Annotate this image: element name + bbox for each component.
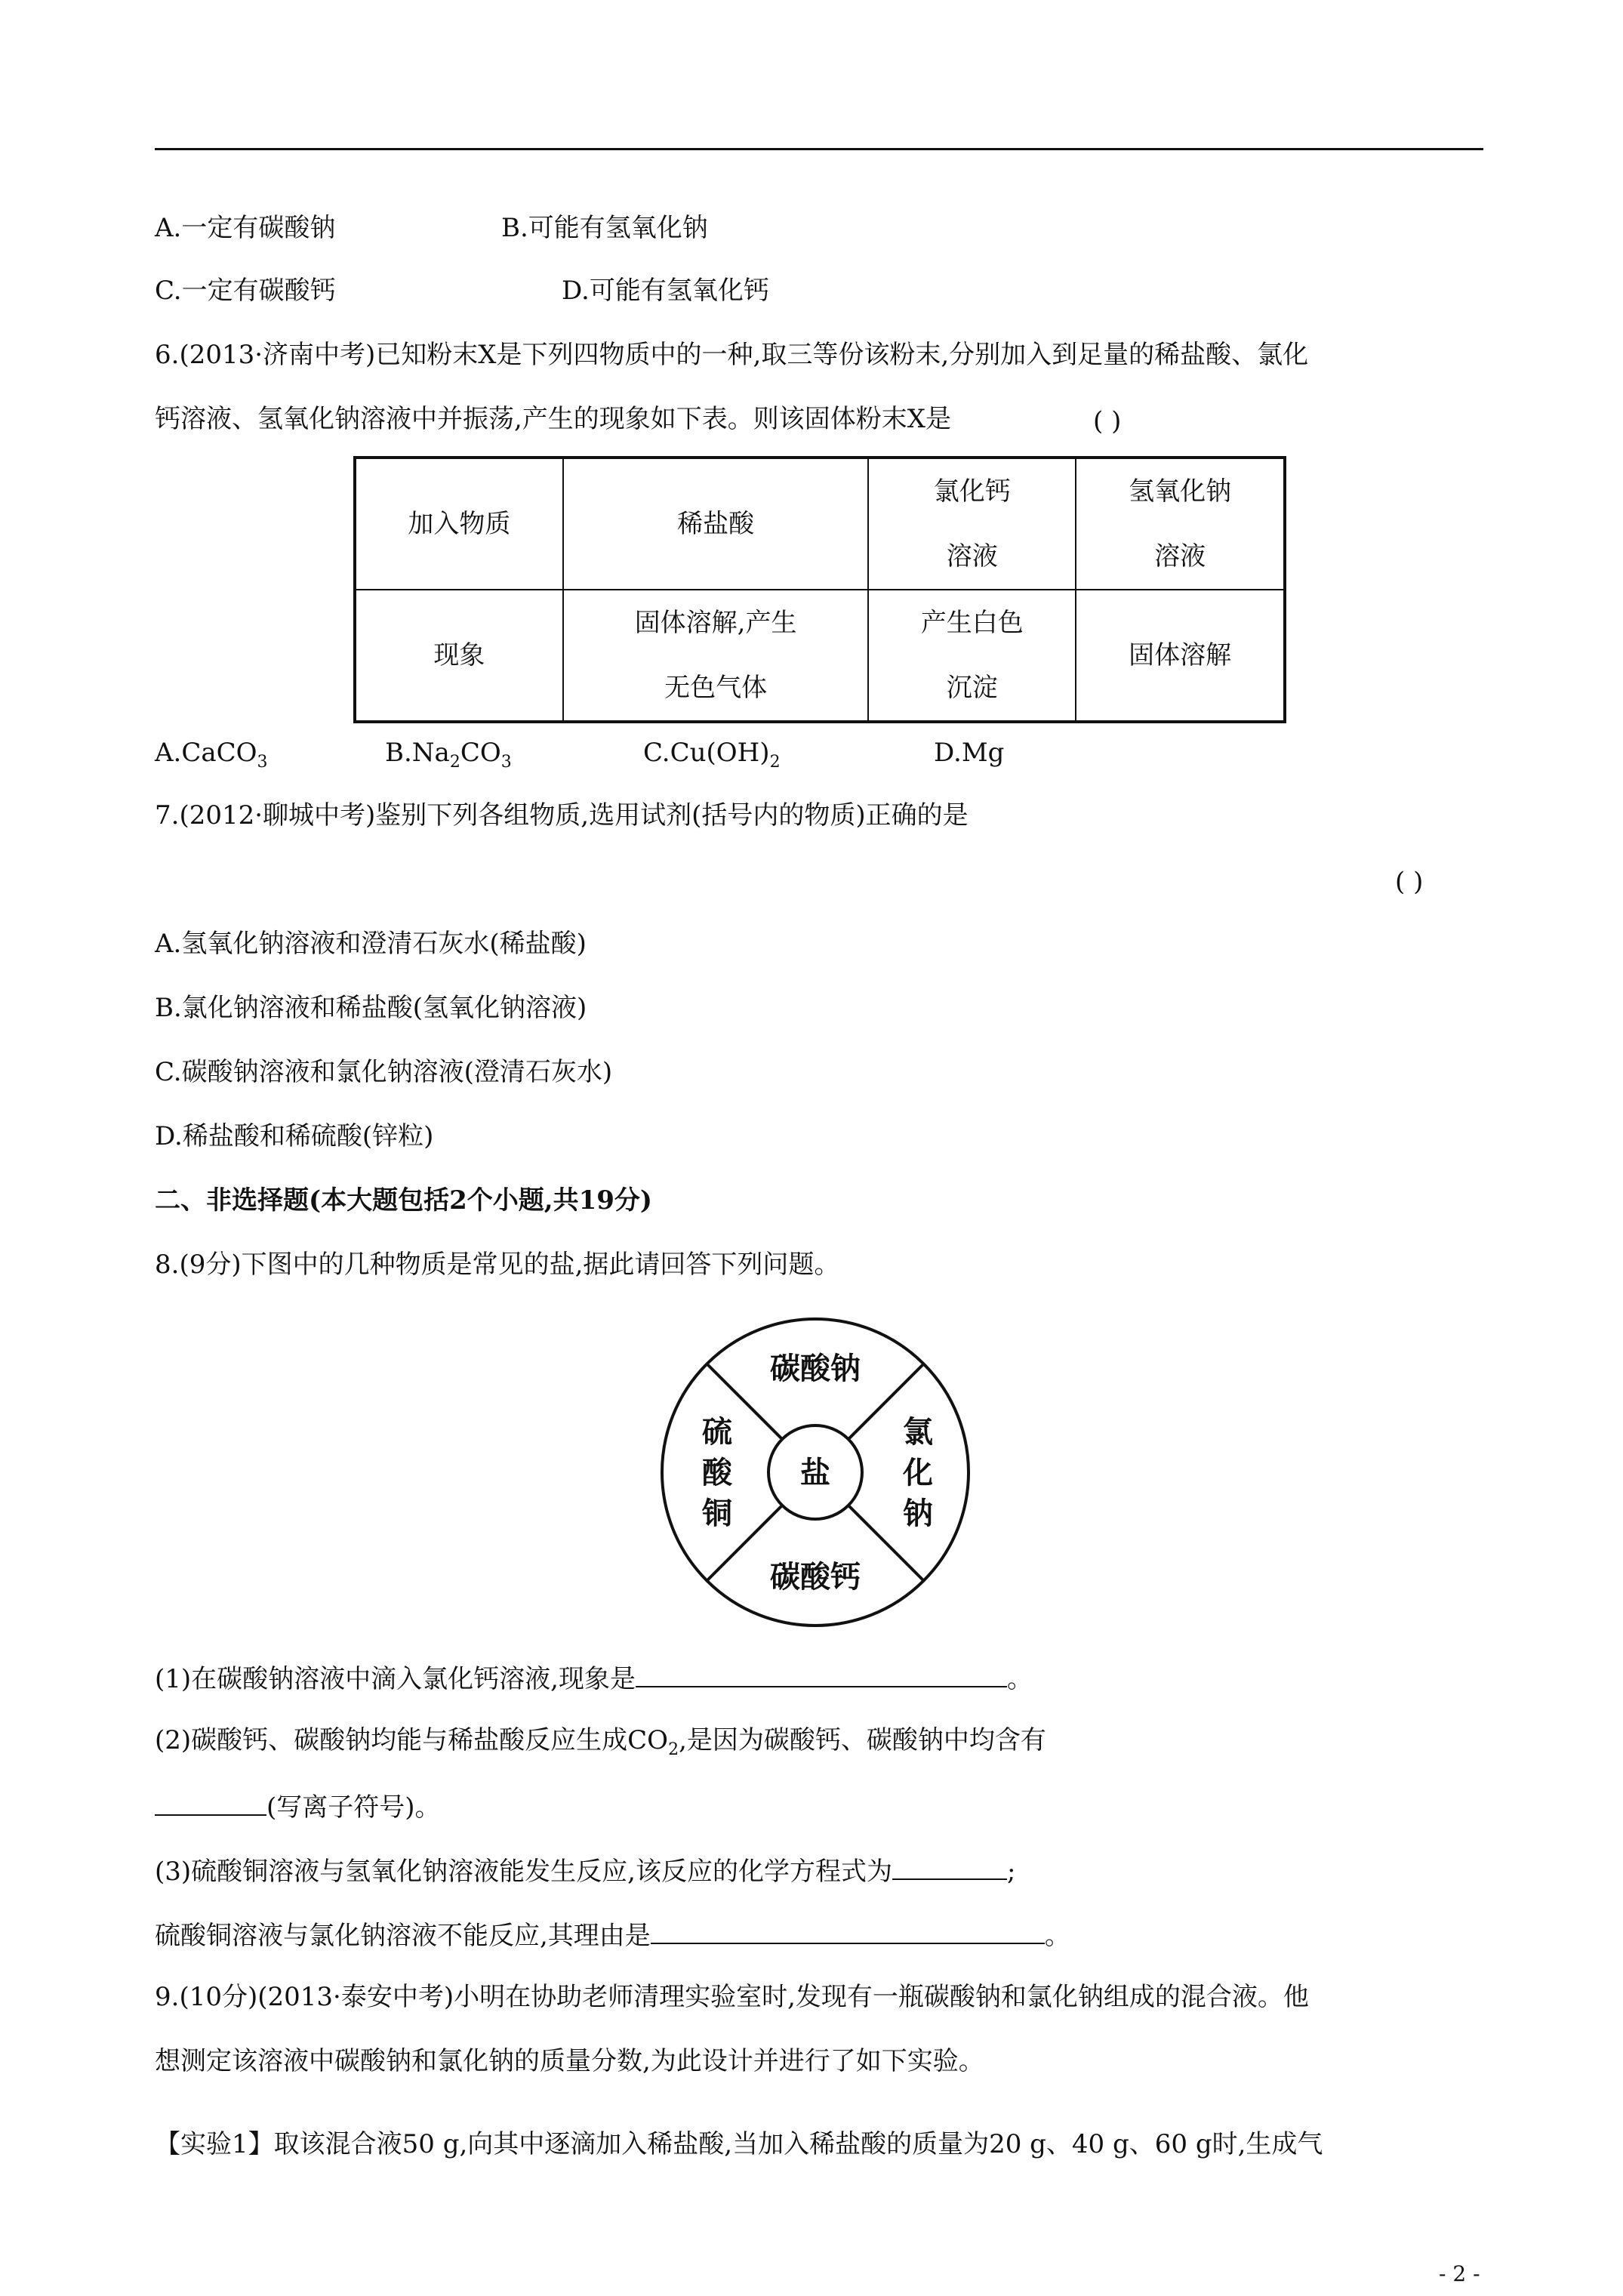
- q6-cell-reagent-cacl2: 氯化钙 溶液: [868, 458, 1076, 590]
- q6-answer-paren: ( ): [1093, 406, 1122, 436]
- q6-table-row-substance: [355, 458, 1285, 590]
- q7-option-d: D.稀盐酸和稀硫酸(锌粒): [155, 1121, 434, 1151]
- q8-part3-equation-blank[interactable]: [892, 1856, 1007, 1880]
- q6-cell-label: 加入物质: [355, 458, 563, 590]
- q7-option-b: B.氯化钠溶液和稀盐酸(氢氧化钠溶液): [155, 993, 587, 1023]
- q6-cell-reagent-hcl: 稀盐酸: [563, 458, 869, 590]
- salt-wheel-diagram: [657, 1314, 974, 1631]
- q6-stem-line1: 6.(2013·济南中考)已知粉末X是下列四物质中的一种,取三等份该粉末,分别加入到足量的稀盐酸、氯化: [155, 340, 1309, 370]
- q8-stem: 8.(9分)下图中的几种物质是常见的盐,据此请回答下列问题。: [155, 1250, 840, 1280]
- right-label-1: 氯: [903, 1415, 933, 1450]
- q9-line3: 【实验1】取该混合液50 g,向其中逐滴加入稀盐酸,当加入稀盐酸的质量为20 g、40 g、60 g时,生成气: [155, 2129, 1323, 2159]
- q8-part3-line1: (3)硫酸铜溶液与氢氧化钠溶液能发生反应,该反应的化学方程式为 ;: [155, 1857, 1016, 1887]
- section-heading: 二、非选择题(本大题包括2个小题,共19分): [155, 1185, 652, 1216]
- right-label-2: 化: [903, 1456, 933, 1490]
- q6-option-c: $C.Cu(OH)_2$: [643, 738, 781, 772]
- top-label: 碳酸钠: [770, 1351, 861, 1386]
- center-label: 盐: [800, 1456, 830, 1490]
- q5-option-a: A.一定有碳酸钠: [155, 213, 336, 243]
- q6-cell-phenom-naoh: 固体溶解: [1076, 590, 1285, 722]
- q6-cell-label: 现象: [355, 590, 563, 722]
- q6-cell-reagent-naoh: 氢氧化钠 溶液: [1076, 458, 1285, 590]
- q6-cell-phenom-hcl: 固体溶解,产生 无色气体: [563, 590, 869, 722]
- q8-part3-line2: 硫酸铜溶液与氯化钠溶液不能反应,其理由是 。: [155, 1921, 1070, 1951]
- page-number: - 2 -: [1439, 2261, 1480, 2286]
- q8-part1-blank[interactable]: [636, 1663, 1007, 1687]
- q7-answer-paren: ( ): [1395, 867, 1424, 897]
- q6-table: [353, 456, 1286, 723]
- q6-option-b: $B.Na_2CO_3$: [385, 738, 512, 772]
- left-label-2: 酸: [702, 1456, 732, 1490]
- q7-option-c: C.碳酸钠溶液和氯化钠溶液(澄清石灰水): [155, 1057, 613, 1087]
- q6-cell-phenom-cacl2: 产生白色 沉淀: [868, 590, 1076, 722]
- q7-stem: 7.(2012·聊城中考)鉴别下列各组物质,选用试剂(括号内的物质)正确的是: [155, 800, 969, 831]
- q9-line1: 9.(10分)(2013·泰安中考)小明在协助老师清理实验室时,发现有一瓶碳酸钠和氯化钠组成的混合液。他: [155, 1982, 1309, 2012]
- q5-option-b: B.可能有氢氧化钠: [501, 213, 708, 243]
- q7-option-a: A.氢氧化钠溶液和澄清石灰水(稀盐酸): [155, 929, 587, 959]
- q8-part3-reason-blank[interactable]: [651, 1920, 1045, 1944]
- q8-part2-line2: (写离子符号)。: [155, 1792, 441, 1820]
- left-label-1: 硫: [702, 1415, 732, 1450]
- q8-part2-line1: (2)碳酸钙、碳酸钠均能与稀盐酸反应生成$CO_2$,是因为碳酸钙、碳酸钠中均含有: [155, 1725, 1046, 1759]
- q5-option-c: C.一定有碳酸钙: [155, 276, 336, 306]
- q6-option-a: A.CaCO$_3$: [155, 738, 268, 772]
- q6-option-d: D.Mg: [934, 738, 1005, 768]
- bottom-label: 碳酸钙: [770, 1560, 861, 1595]
- header-rule: [155, 148, 1483, 150]
- q6-table-row-phenomenon: [355, 590, 1285, 722]
- left-label-3: 铜: [702, 1496, 732, 1531]
- right-label-3: 钠: [903, 1496, 933, 1531]
- q8-part2-blank[interactable]: [155, 1792, 266, 1816]
- q9-line2: 想测定该溶液中碳酸钠和氯化钠的质量分数,为此设计并进行了如下实验。: [155, 2046, 984, 2076]
- q5-option-d: D.可能有氢氧化钙: [562, 276, 769, 306]
- q6-stem-line2: 钙溶液、氢氧化钠溶液中并振荡,产生的现象如下表。则该固体粉末X是: [155, 404, 952, 434]
- q8-part1: (1)在碳酸钠溶液中滴入氯化钙溶液,现象是 。: [155, 1664, 1033, 1694]
